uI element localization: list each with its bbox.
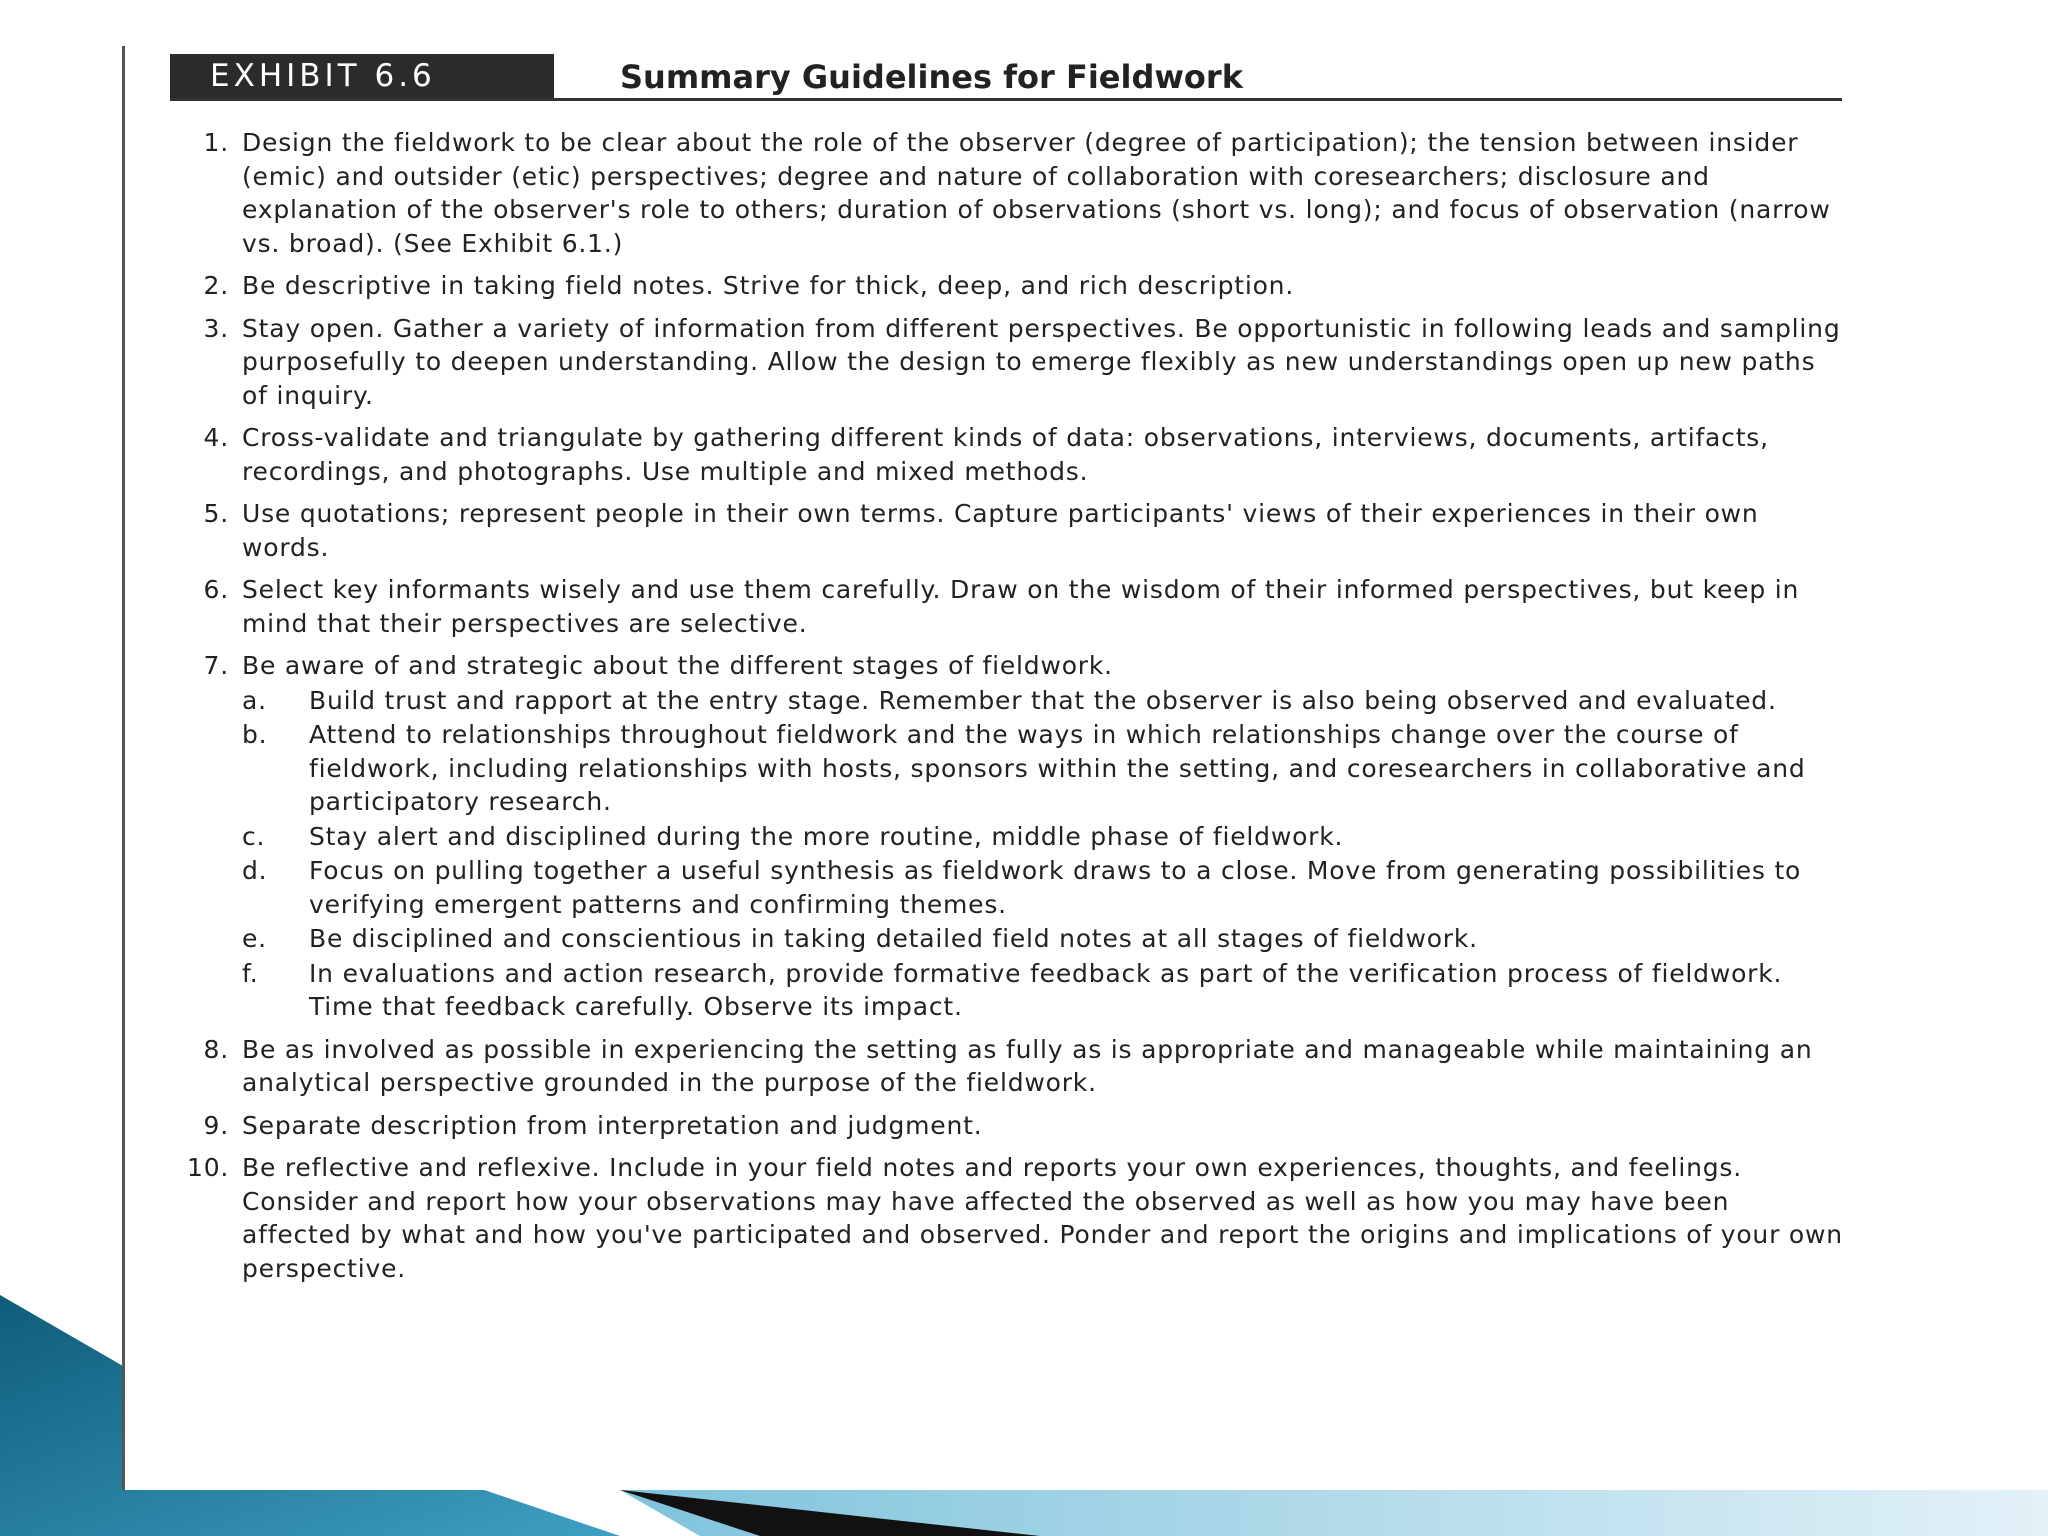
guideline-subitem	[242, 718, 1847, 819]
exhibit-title: Summary Guidelines for Fieldwork	[620, 58, 1243, 96]
item-text: Separate description from interpretation and judgment.	[242, 1110, 983, 1140]
item-number: 8.	[203, 1034, 229, 1064]
subitem-text: Stay alert and disciplined during the more routine, middle phase of fieldwork.	[309, 821, 1344, 851]
guideline-subitem	[242, 854, 1847, 921]
guideline-subitem	[242, 922, 1847, 956]
guideline-item	[187, 421, 1847, 488]
item-text: Use quotations; represent people in their own terms. Capture participants' views of their experiences in their own words.	[242, 499, 1759, 562]
subitem-letter: f.	[242, 958, 259, 988]
item-number: 6.	[203, 575, 229, 604]
guideline-item	[187, 1109, 1847, 1143]
item-number: 1.	[203, 128, 229, 157]
guideline-subitem	[242, 684, 1847, 718]
item-text: Select key informants wisely and use them carefully. Draw on the wisdom of their informed perspectives, but keep in mind that their perspectives are selective.	[242, 575, 1800, 638]
item-text: Cross-validate and triangulate by gathering different kinds of data: observations, interviews, documents, artifacts, recordings, and photographs. Use multiple and mixed methods.	[242, 423, 1769, 486]
item-number: 5.	[203, 499, 229, 528]
exhibit-label: EXHIBIT 6.6	[170, 54, 554, 98]
subitem-text: Build trust and rapport at the entry stage. Remember that the observer is also being observed and evaluated.	[309, 685, 1777, 715]
guideline-item	[187, 1151, 1847, 1285]
item-text: Design the fieldwork to be clear about the role of the observer (degree of participation); the tension between insider (emic) and outsider (etic) perspectives; degree and nature of collaboration with coresearchers; disclosure and explanation of the observer's role to others; duration of observations (short vs. long); and focus of observation (narrow vs. broad). (See Exhibit 6.1.)	[242, 128, 1831, 258]
subitem-text: Attend to relationships throughout fieldwork and the ways in which relationships change over the course of fieldwork, including relationships with hosts, sponsors within the setting, and coresearchers in collaborative and participatory research.	[309, 720, 1806, 816]
item-text: Be reflective and reflexive. Include in your field notes and reports your own experiences, thoughts, and feelings. Consider and report how your observations may have affected the observed as well as how you may have been affected by what and how you've participated and observed. Ponder and report the origins and implications of your own perspective.	[242, 1153, 1843, 1283]
item-number: 10.	[187, 1153, 230, 1182]
subitem-letter: d.	[242, 856, 268, 885]
guidelines-list	[187, 126, 1847, 1294]
guideline-item	[187, 312, 1847, 413]
guideline-subitem	[242, 820, 1847, 854]
item-number: 9.	[203, 1110, 229, 1140]
guideline-item	[187, 649, 1847, 1024]
guideline-item	[187, 1033, 1847, 1100]
item-text: Stay open. Gather a variety of information from different perspectives. Be opportunistic in following leads and sampling purposefully to deepen understanding. Allow the design to emerge flexibly as new understandings open up new paths of inquiry.	[242, 313, 1841, 410]
guideline-item	[187, 573, 1847, 640]
subitem-letter: e.	[242, 924, 267, 953]
guideline-item	[187, 497, 1847, 564]
guideline-subitem	[242, 957, 1847, 1024]
item-number: 3.	[203, 313, 229, 343]
item-text: Be aware of and strategic about the different stages of fieldwork.	[242, 651, 1113, 680]
item-number: 7.	[203, 651, 229, 680]
subitem-letter: c.	[242, 821, 266, 851]
guideline-item	[187, 269, 1847, 303]
item-number: 2.	[203, 271, 229, 300]
item-text: Be as involved as possible in experiencing the setting as fully as is appropriate and manageable while maintaining an analytical perspective grounded in the purpose of the fieldwork.	[242, 1034, 1813, 1097]
item-text: Be descriptive in taking field notes. Strive for thick, deep, and rich description.	[242, 271, 1295, 300]
item-number: 4.	[203, 423, 229, 452]
subitem-text: Focus on pulling together a useful synthesis as fieldwork draws to a close. Move from generating possibilities to verifying emergent patterns and confirming themes.	[309, 856, 1802, 919]
subitem-text: Be disciplined and conscientious in taking detailed field notes at all stages of fieldwork.	[309, 924, 1478, 953]
subitem-text: In evaluations and action research, provide formative feedback as part of the verification process of fieldwork. Time that feedback carefully. Observe its impact.	[309, 958, 1783, 1021]
guideline-item	[187, 126, 1847, 260]
exhibit-header	[170, 54, 1842, 101]
subitem-letter: b.	[242, 720, 268, 749]
subitem-letter: a.	[242, 685, 267, 715]
exhibit-document	[122, 46, 1885, 1490]
